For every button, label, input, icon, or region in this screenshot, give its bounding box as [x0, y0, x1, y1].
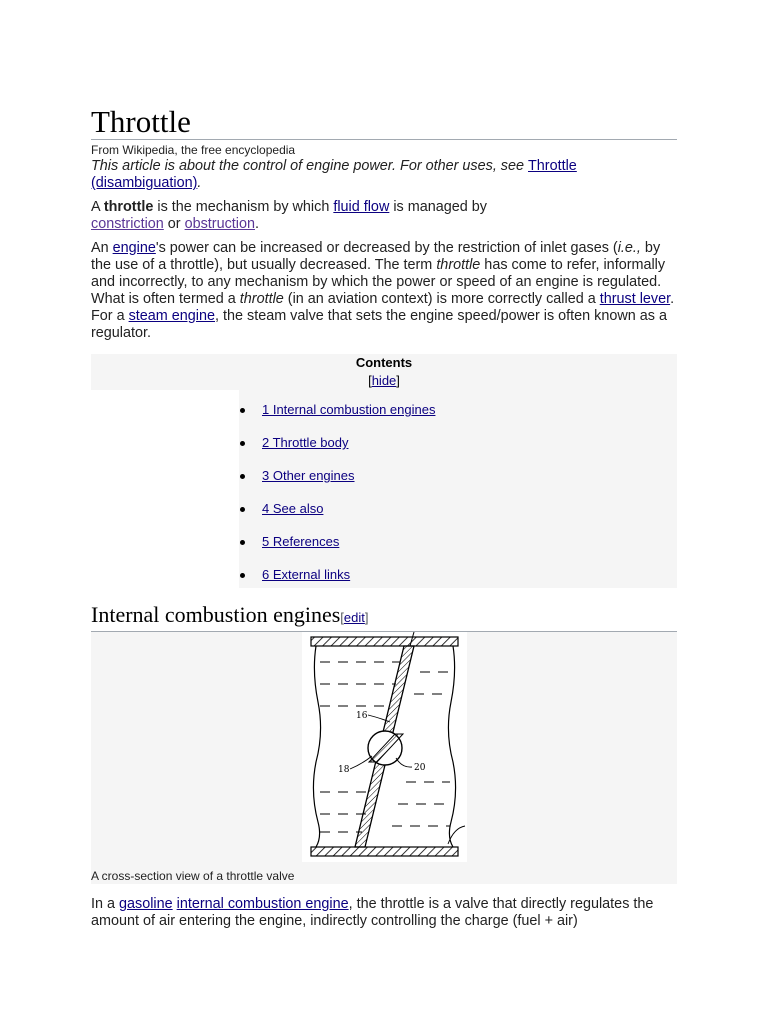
constriction-link[interactable]: constriction: [91, 216, 164, 232]
disambiguation-link[interactable]: Throttle (disambiguation): [91, 158, 577, 191]
steam-engine-link[interactable]: steam engine: [128, 308, 215, 324]
text-run: is managed by: [389, 199, 487, 215]
gasoline-link[interactable]: gasoline: [119, 896, 173, 912]
toc-title: Contents: [355, 355, 413, 370]
text-run: In a: [91, 896, 120, 912]
text-run: or: [163, 216, 185, 232]
toc-link-internal-combustion[interactable]: 1 Internal combustion engines: [262, 402, 436, 417]
engine-link[interactable]: engine: [112, 240, 156, 256]
throttle-valve-drawing: [302, 632, 467, 862]
section-paragraph: [91, 896, 681, 930]
lead-paragraph: [91, 199, 521, 233]
text-run: .: [255, 216, 259, 232]
label-20: 20: [414, 763, 426, 773]
text-run: . For a: [91, 291, 675, 324]
toc-link-other-engines[interactable]: 3 Other engines: [262, 468, 355, 483]
hatnote-end: .: [197, 175, 202, 191]
section-edit: [340, 610, 368, 625]
bracket: [: [340, 610, 344, 625]
toc-item: [239, 567, 435, 600]
toc-item: [239, 402, 435, 435]
text-run: , the steam valve that sets the engine speed/power is often known as a regulator.: [91, 308, 667, 341]
hatnote-text: This article is about the control of engine power. For other uses, see: [91, 158, 529, 174]
toc-link-see-also[interactable]: 4 See also: [262, 501, 324, 516]
toc-toggle: [91, 373, 677, 389]
section-title: Internal combustion engines: [91, 602, 341, 627]
text-run: 's power can be increased or decreased by the restriction of inlet gases (: [155, 240, 618, 256]
text-run: (in an aviation context) is more correctly called a: [283, 291, 600, 307]
label-16: 16: [356, 711, 368, 721]
toc-item: [239, 435, 435, 468]
table-of-contents: [91, 354, 677, 588]
engine-paragraph: [91, 240, 681, 342]
site-subtitle: From Wikipedia, the free encyclopedia: [91, 143, 296, 157]
bold-term: throttle: [103, 199, 154, 215]
page-title: Throttle: [91, 104, 677, 140]
toc-item: [239, 468, 435, 501]
fluid-flow-link[interactable]: fluid flow: [333, 199, 390, 215]
toc-blank-area: [91, 390, 239, 588]
italic-text: i.e.,: [617, 240, 641, 256]
edit-link[interactable]: edit: [343, 610, 365, 625]
italic-text: throttle: [239, 291, 284, 307]
text-run: has come to refer, informally and incorrectly, to any mechanism by which the power or speed of an engine is regulated. What is often termed a: [91, 257, 666, 307]
hatnote: [91, 158, 677, 192]
toc-link-throttle-body[interactable]: 2 Throttle body: [262, 435, 349, 450]
internal-combustion-engine-link[interactable]: internal combustion engine: [176, 896, 349, 912]
obstruction-link[interactable]: obstruction: [184, 216, 255, 232]
text-run: is the mechanism by which: [153, 199, 334, 215]
text-run: An: [91, 240, 113, 256]
toc-link-external-links[interactable]: 6 External links: [262, 567, 351, 582]
bracket: ]: [364, 610, 369, 625]
italic-text: throttle: [436, 257, 481, 273]
toc-link-references[interactable]: 5 References: [262, 534, 340, 549]
bracket: [: [368, 373, 372, 388]
toc-item: [239, 534, 435, 567]
toc-hide-link[interactable]: hide: [371, 373, 397, 388]
text-run: by the use of a throttle), but usually decreased. The term: [91, 240, 661, 273]
text-run: , the throttle is a valve that directly regulates the amount of air entering the engine, indirectly controlling the charge (fuel + air): [91, 896, 654, 929]
figure-box: [91, 632, 677, 884]
throttle-valve-image[interactable]: [302, 632, 467, 862]
text-run: A: [91, 199, 104, 215]
thrust-lever-link[interactable]: thrust lever: [599, 291, 671, 307]
toc-item: [239, 501, 435, 534]
figure-caption: A cross-section view of a throttle valve: [91, 869, 295, 883]
label-18: 18: [338, 765, 350, 775]
section-heading: [91, 600, 677, 632]
toc-list: [239, 402, 435, 600]
bracket: ]: [396, 373, 400, 388]
